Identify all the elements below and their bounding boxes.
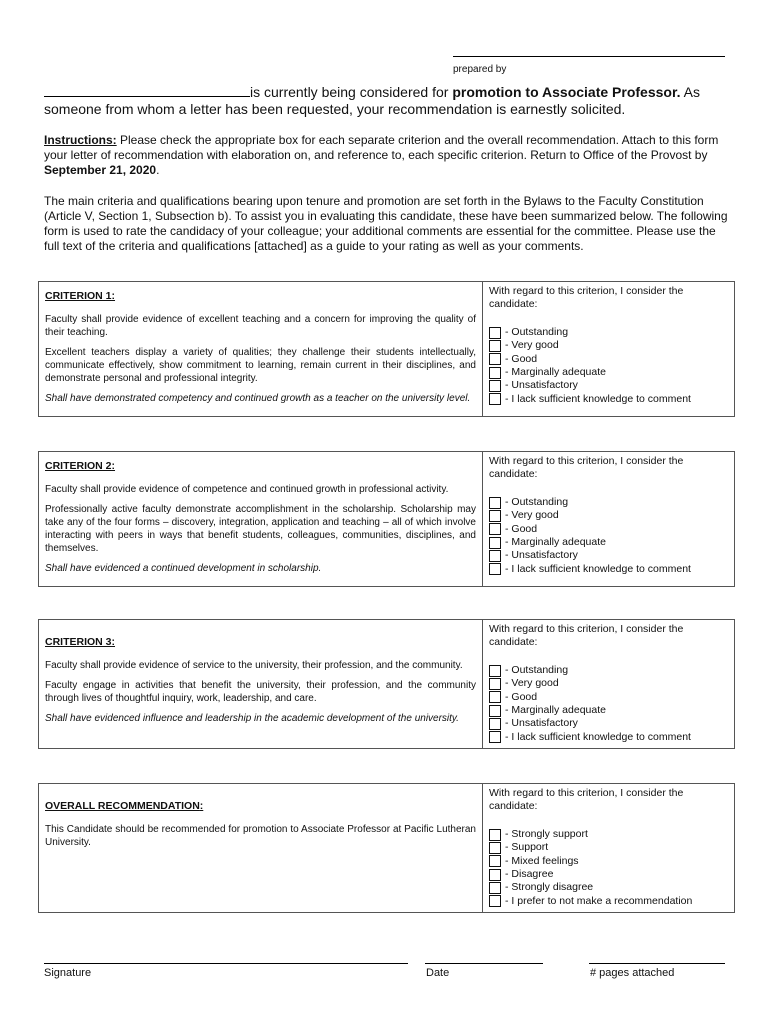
checkbox[interactable]	[489, 367, 501, 379]
checkbox[interactable]	[489, 340, 501, 352]
criterion-title: CRITERION 3:	[45, 636, 116, 648]
instructions-paragraph	[44, 133, 734, 178]
rating-option[interactable]: - Good	[489, 691, 728, 704]
checkbox[interactable]	[489, 842, 501, 854]
deadline: September 21, 2020	[44, 163, 157, 177]
criterion-paragraph: Faculty engage in activities that benefit the university, their profession, and the community through lives of thoughtful inquiry, work, leadership, and care.	[45, 680, 476, 704]
checkbox[interactable]	[489, 353, 501, 365]
prepared-by-label: prepared by	[453, 64, 507, 75]
overall-description	[39, 784, 483, 913]
recommendation-option[interactable]: - Disagree	[489, 868, 728, 881]
rating-option[interactable]: - Very good	[489, 339, 728, 352]
criterion-summary: Shall have evidenced influence and leadership in the academic development of the university.	[45, 713, 459, 724]
rating-option[interactable]: - Very good	[489, 677, 728, 690]
date-line[interactable]	[425, 963, 543, 964]
checkbox[interactable]	[489, 380, 501, 392]
rating-option[interactable]: - Good	[489, 523, 728, 536]
criterion-title: CRITERION 1:	[45, 290, 116, 302]
checkbox[interactable]	[489, 393, 501, 405]
checkbox[interactable]	[489, 855, 501, 867]
rating-option[interactable]: - Marginally adequate	[489, 704, 728, 717]
criterion-1-table	[38, 281, 735, 417]
criterion-paragraph: Faculty shall provide evidence of service to the university, their profession, and the community.	[45, 660, 463, 671]
rating-option[interactable]: - Outstanding	[489, 496, 728, 509]
checkbox[interactable]	[489, 563, 501, 575]
recommendation-option[interactable]: - Support	[489, 841, 728, 854]
criterion-2-description	[39, 452, 483, 587]
intro-text: is currently being considered for	[250, 84, 453, 100]
rating-option[interactable]: - I lack sufficient knowledge to comment	[489, 393, 728, 406]
rating-option[interactable]: - Unsatisfactory	[489, 549, 728, 562]
date-label: Date	[426, 967, 450, 979]
criterion-3-description	[39, 620, 483, 749]
regard-text: With regard to this criterion, I consider the candidate:	[489, 787, 684, 813]
rating-option[interactable]: - I lack sufficient knowledge to comment	[489, 563, 728, 576]
instructions-text: Please check the appropriate box for each separate criterion and the overall recommendation. Attach to this form your letter of recommendation with elaboration on, and reference to, each specific criterion. Return to Office of the Provost by	[44, 133, 719, 162]
checkbox[interactable]	[489, 678, 501, 690]
criterion-paragraph: Professionally active faculty demonstrate accomplishment in the scholarship. Scholarship may take any of the four forms – discovery, integration, application and teaching – all of which involve interacting with peers in ways that benefit students, colleagues, communities, disciplines, and themselves.	[45, 504, 476, 554]
instructions-label: Instructions:	[44, 133, 117, 147]
checkbox[interactable]	[489, 665, 501, 677]
checkbox[interactable]	[489, 510, 501, 522]
criterion-3-table	[38, 619, 735, 749]
rating-option[interactable]: - Unsatisfactory	[489, 379, 728, 392]
checkbox[interactable]	[489, 829, 501, 841]
rating-option[interactable]: - Marginally adequate	[489, 536, 728, 549]
checkbox[interactable]	[489, 497, 501, 509]
criterion-summary: Shall have demonstrated competency and continued growth as a teacher on the university level.	[45, 393, 471, 404]
criterion-title: CRITERION 2:	[45, 460, 116, 472]
candidate-name-blank[interactable]	[44, 84, 250, 97]
criterion-2-table	[38, 451, 735, 587]
recommendation-option[interactable]: - Strongly disagree	[489, 881, 728, 894]
rating-option[interactable]: - Very good	[489, 509, 728, 522]
checkbox[interactable]	[489, 705, 501, 717]
pages-attached-label: # pages attached	[590, 967, 675, 979]
rating-option[interactable]: - Marginally adequate	[489, 366, 728, 379]
checkbox[interactable]	[489, 537, 501, 549]
intro-bold: promotion to Associate Professor.	[452, 84, 681, 100]
overall-text: This Candidate should be recommended for promotion to Associate Professor at Pacific Lutheran University.	[45, 824, 476, 848]
criterion-2-rating	[483, 452, 735, 587]
criterion-paragraph: Faculty shall provide evidence of competence and continued growth in professional activity.	[45, 484, 449, 495]
regard-text: With regard to this criterion, I consider the candidate:	[489, 455, 684, 481]
checkbox[interactable]	[489, 691, 501, 703]
rating-option[interactable]: - Unsatisfactory	[489, 717, 728, 730]
instructions-end: .	[156, 163, 160, 177]
recommendation-option[interactable]: - Mixed feelings	[489, 855, 728, 868]
criterion-1-description	[39, 282, 483, 417]
criterion-3-rating	[483, 620, 735, 749]
checkbox[interactable]	[489, 869, 501, 881]
criterion-paragraph: Excellent teachers display a variety of qualities; they challenge their students intellectually, communicate effectively, show commitment to learning, remain current in their disciplines, and demonstrate personal and professional integrity.	[45, 347, 476, 384]
checkbox[interactable]	[489, 731, 501, 743]
rating-option[interactable]: - Good	[489, 353, 728, 366]
overall-rating	[483, 784, 735, 913]
criterion-summary: Shall have evidenced a continued development in scholarship.	[45, 563, 322, 574]
criterion-paragraph: Faculty shall provide evidence of excellent teaching and a concern for improving the quality of their teaching.	[45, 314, 476, 338]
main-criteria-paragraph: The main criteria and qualifications bearing upon tenure and promotion are set forth in the Bylaws to the Faculty Constitution (Article V, Section 1, Subsection b). To assist you in evaluating this candidate, these have been summarized below. The following form is used to rate the candidacy of your colleague; your additional comments are essential for the committee. Please use the full text of the criteria and qualifications [attached] as a guide to your rating as well as your comments.	[44, 194, 728, 253]
checkbox[interactable]	[489, 550, 501, 562]
signature-line[interactable]	[44, 963, 408, 964]
rating-option[interactable]: - I lack sufficient knowledge to comment	[489, 731, 728, 744]
checkbox[interactable]	[489, 718, 501, 730]
overall-recommendation-table	[38, 783, 735, 913]
rating-option[interactable]: - Outstanding	[489, 664, 728, 677]
regard-text: With regard to this criterion, I consider the candidate:	[489, 623, 684, 649]
intro-tail: As someone from whom a letter has been requested, your recommendation is earnestly solicited.	[44, 84, 700, 117]
recommendation-option[interactable]: - I prefer to not make a recommendation	[489, 895, 728, 908]
intro-paragraph	[44, 84, 734, 118]
regard-text: With regard to this criterion, I consider the candidate:	[489, 285, 684, 311]
pages-attached-line[interactable]	[589, 963, 725, 964]
recommendation-option[interactable]: - Strongly support	[489, 828, 728, 841]
checkbox[interactable]	[489, 895, 501, 907]
checkbox[interactable]	[489, 523, 501, 535]
prepared-by-line[interactable]	[453, 56, 725, 57]
signature-label: Signature	[44, 967, 92, 979]
rating-option[interactable]: - Outstanding	[489, 326, 728, 339]
criterion-1-rating	[483, 282, 735, 417]
checkbox[interactable]	[489, 882, 501, 894]
overall-title: OVERALL RECOMMENDATION:	[45, 800, 204, 812]
checkbox[interactable]	[489, 327, 501, 339]
